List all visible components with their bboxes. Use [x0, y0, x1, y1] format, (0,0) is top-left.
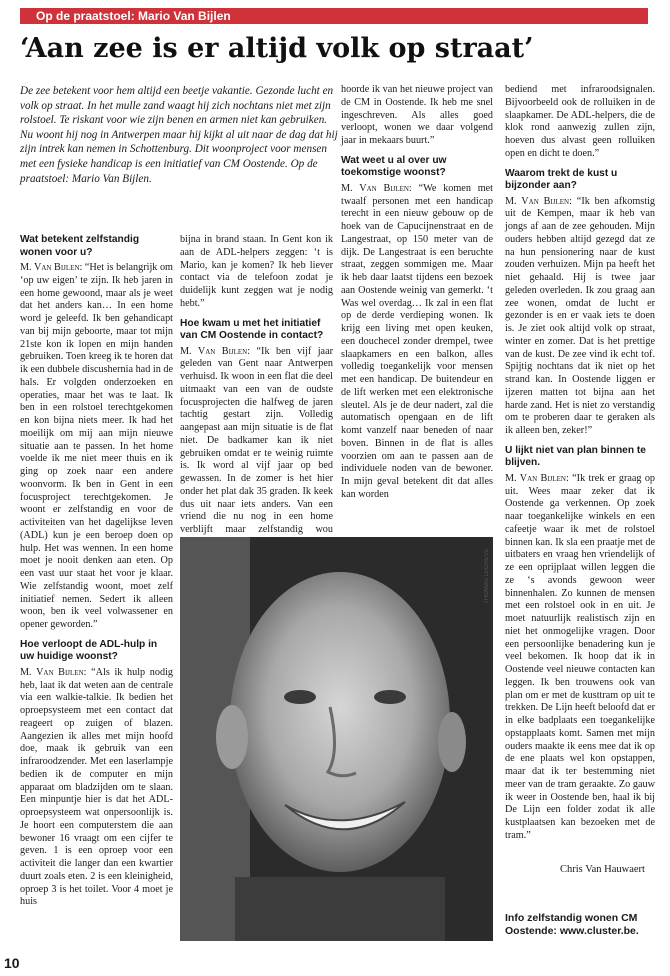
answer-text: “Als ik hulp nodig heb, laat ik dat weten aan de centrale via een walkie-talkie. Ik bedien het oproepsysteem met een contact dat reageert op zuigen of blazen. Aangezien ik alles met mijn hoofd doe, maak ik gebruik van een infraroodzender. Met een laserlampje bedien ik de computer en mijn apparaat om bladzijden om te slaan. Een minpuntje hier is dat het ADL-oproepsysteem wat onpersoonlijk is. Je hoort een computerstem die aan bewoner 16 vraagt om een cijfer te geven. 1 is een oproep voor een activiteit die langer dan een kwartier duurt zoals eten. 2 is een kleinigheid, oproep 3 is het toilet. Voor 4 moet je huis: [20, 666, 174, 908]
answer-text: “Ik trek er graag op uit. Wees maar zeker dat ik Oostende ga verkennen. Op zoek naar toegankelijke winkels en een cafeetje waar ik met de rolstoel binnen kan. Ik sla een praatje met de uitbaters en vraag hen vriendelijk of ze een oprijplaat willen leggen die ze ‘s avonds gewoon weer binnenhalen. Zo kunnen de mensen met een rolstoel ook in en uit. Je moet natuurlijk realistisch zijn en niet het onmogelijke vragen. Door een persoonlijke benadering kun je veel bekomen. Ik hoop dat ik in Oostende veel nieuwe contacten kan leggen. Ik ben trouwens ook van plan om er met de kusttram op uit te trekken. De Lijn heeft beloofd dat er in elke badplaats een toegankelijke opstapplaats komt. Samen met mijn ouders maakte ik eens mee dat ik op de ene plaats wel kon opstappen, maar dat ik ter bestemming niet meer van de tram geraakte. Zo gauw ik weer in Oostende ben, haal ik bij De Lijn een folder zodat ik alle kustplaatsen kan bezoeken met de tram.”: [505, 472, 656, 841]
answer-paragraph: [20, 667, 173, 909]
column-3: [341, 84, 493, 502]
speaker-label: M. Van Bijlen:: [20, 262, 83, 273]
portrait-illustration: [180, 537, 493, 941]
portrait-photo: [180, 537, 493, 941]
section-bar: [20, 8, 648, 24]
section-bar-label: Op de praatstoel: Mario Van Bijlen: [36, 9, 231, 23]
speaker-label: M. Van Bijlen:: [341, 182, 412, 194]
question-heading: U lijkt niet van plan binnen te blijven.: [505, 444, 646, 469]
answer-paragraph: bediend met infraroodsignalen. Bijvoorbeeld ook de rolluiken in de slaapkamer. De ADL-helpers, die de klok rond aanwezig zullen zijn, hoeven dus alvast geen rolluiken open en dicht te doen.”: [505, 84, 655, 159]
answer-text: “Het is belangrijk om ‘op uw eigen’ te zijn. Ik heb jaren in een home gewoond, maar als je weet dat het anders kan… In een home word je geleefd. Ik ben gehandicapt van bij mijn geboorte, maar tot mijn 21ste kon ik lopen en mijn handen gebruiken. Toen kreeg ik te horen dat ik een dubbele discushernia had in de hals. Er volgden onderzoeken en operaties, maar het was te laat. Ik ben in een rolstoel terechtgekomen en kon bijna niets meer. Ik had het moeilijk om mij aan mijn nieuwe situatie aan te passen. In het home voelde ik me niet meer thuis en ik ging op zoek naar een andere woonvorm. Ik ben in Gent in een focusproject terechtgekomen. Je woont er zelfstandig en voor de activiteiten van het dagelijkse leven (ADL) kun je een beroep doen op hulp. Het was wennen. In een home moet je nooit denken aan eten. Op een vast uur staat het voor je klaar. Wie zelfstandig woont, moet zelf initiatief nemen. Sedert ik alleen woon, ben ik veel volwassener en opener geworden.”: [20, 262, 173, 630]
question-heading: Hoe verloopt de ADL-hulp in uw huidige woonst?: [20, 638, 158, 663]
intro-paragraph: De zee betekent voor hem altijd een beetje vakantie. Gezonde lucht en volk op straat. In het mulle zand waagt hij zich nochtans niet met zijn rolstoel. Te riskant voor wie zijn benen en armen niet kan gebruiken. Nu woont hij nog in Antwerpen maar hij kijkt al uit naar de dag dat hij zijn intrek kan nemen in Schottenburg. Dit woonproject voor mensen met een fysieke handicap is een initiatief van CM Oostende. Op de praatstoel: Mario Van Bijlen.: [20, 85, 338, 185]
answer-paragraph: [341, 183, 493, 502]
question-heading: Wat weet u al over uw toekomstige woonst?: [341, 154, 447, 179]
answer-paragraph: [180, 346, 333, 550]
info-footnote: Info zelfstandig wonen CM Oostende: www.cluster.be.: [505, 912, 639, 937]
column-1: [20, 234, 173, 909]
answer-paragraph: [20, 262, 173, 632]
answer-paragraph: bijna in brand staan. In Gent kon ik aan de ADL-helpers zeggen: ‘t is Mario, kan je komen? Ik heb liever contact via de telefoon zodat je duidelijk kunt zeggen wat je nodig hebt.”: [180, 234, 333, 309]
answer-text: “Ik ben vijf jaar geleden van Gent naar Antwerpen verhuisd. Ik woon in een flat die deel uitmaakt van een van de oudste focusprojecten die halfweg de jaren tachtig gestart zijn. Volledig aangepast aan mijn situatie is de flat niet. De badkamer kan ik niet gebruiken omdat er te weinig ruimte is. Ik word al vijf jaar op bed gewassen. In de zomer is het hier onder het plat dak 35 graden. Ik keek dus uit naar iets anders. Van een vriend die nu nog in een home verblijft maar zelfstandig wou: [180, 345, 333, 535]
answer-paragraph: [505, 196, 655, 438]
question-heading: Waarom trekt de kust u bijzonder aan?: [505, 167, 618, 191]
author-byline: Chris Van Hauwaert: [560, 864, 645, 875]
answer-text: “We komen met twaalf personen met een handicap terecht in een nieuw gebouw op de hoek van de Capucijnenstraat en de Langestraat, op 150 meter van de dijk. De Langestraat is een beruchte straat, zeggen sommigen me. Maar ik heb daar laatst tijdens een bezoek aan Oostende weinig van gemerkt. ‘t Was wel overdag… Ik zal in een flat op de derde verdieping wonen. Ik krijg een living met open keuken, een douchecel zonder drempel, twee slaapkamers en een balkon, alles volledig toegankelijk voor mensen met een handicap. De buitendeur en de lift werken met een elektronische sleutel. Als je de deur nadert, zal die automatisch opengaan en de lift komt vanzelf naar beneden of naar boven. Binnen in de flat is alles voorzien om aan te passen aan de individuele noden van de bewoner. In mijn geval betekent dit dat alles kan worden: [341, 182, 493, 500]
question-heading: Wat betekent zelfstandig wonen voor u?: [20, 234, 140, 258]
photo-credit: THOMAS LEGREVE: [484, 548, 490, 604]
speaker-label: M. Van Bijlen:: [180, 345, 251, 357]
answer-paragraph: hoorde ik van het nieuwe project van de CM in Oostende. Ik heb me snel ingeschreven. Als alles goed verloopt, wonen we daar volgend jaar in mekaars buurt.”: [341, 84, 493, 146]
speaker-label: M. Van Bijlen:: [20, 666, 87, 678]
column-2: [180, 234, 333, 550]
column-4: [505, 84, 655, 843]
answer-paragraph: [505, 473, 655, 843]
speaker-label: M. Van Bijlen:: [505, 472, 569, 484]
page-number: 10: [4, 955, 20, 971]
speaker-label: M. Van Bijlen:: [505, 195, 572, 207]
answer-text: “Ik ben afkomstig uit de Kempen, maar ik heb van jongs af aan de zee gehouden. Mijn ouders hebben altijd gezegd dat ze na hun pensionering naar de kust zouden verhuizen. Mijn pa heeft het niet gehaald. Hij is twee jaar geleden overleden. Ik zou graag aan zee wonen, omdat de lucht er gezonder is en er vaak iets te doen is. Je ziet ook altijd volk op straat, winter en zomer. Dat is het prettige van de kust. De zee vind ik echt tof. Spijtig nochtans dat ik niet op het strand kan. In Oostende liggen er ijzeren matten tot bijna aan het harde zand. Het is niet zo verstandig om te proberen daar te geraken als ik alleen ben, zeker!”: [505, 195, 655, 436]
headline: ‘Aan zee is er altijd volk op straat’: [20, 33, 534, 64]
question-heading: Hoe kwam u met het initiatief van CM Oostende in contact?: [180, 317, 324, 341]
